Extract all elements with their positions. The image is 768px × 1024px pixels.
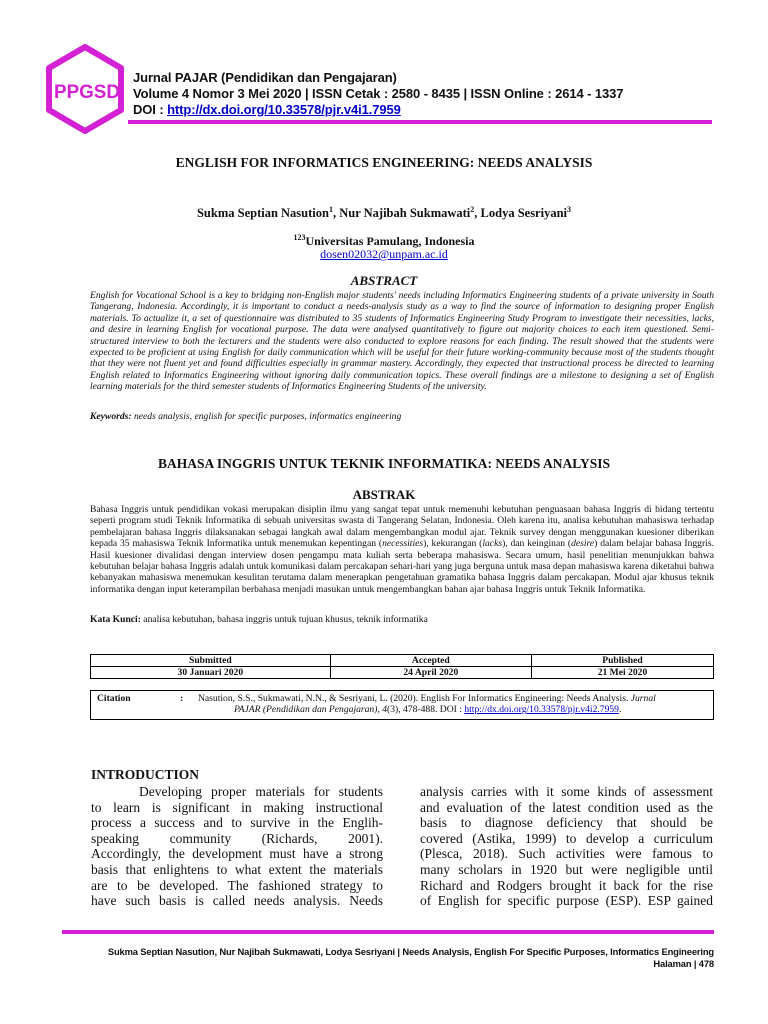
- body-line: have such basis is called needs analysis. Needs: [91, 893, 383, 909]
- author-2: , Nur Najibah Sukmawati: [332, 206, 471, 221]
- citation-label: Citation: [97, 693, 131, 704]
- page-footer: [108, 946, 714, 970]
- submitted-header: Submitted: [91, 655, 331, 667]
- email-link[interactable]: dosen02032@unpam.ac.id: [320, 247, 448, 261]
- body-line: Richard and Rodgers brought it back for the rise: [420, 877, 713, 893]
- citation-text: Nasution, S.S., Sukmawati, N.N., & Sesriyani, L. (2020). English For Informatics Engineering: Needs Analysis. Jurnal PAJAR (Pendidikan dan Pengajaran), 4(3), 478-488. DOI : http://dx.doi.org/10.33578/pjr.v4i2.7959.: [198, 693, 656, 716]
- citation-colon: :: [180, 693, 184, 704]
- accepted-date: 24 April 2020: [330, 667, 531, 679]
- citation-box: [90, 690, 714, 720]
- published-header: Published: [531, 655, 713, 667]
- abstrak-text: Bahasa Inggris untuk pendidikan vokasi merupakan disiplin ilmu yang sangat tepat untuk memenuhi kebutuhan penguasaan bahasa Inggris di bidang tertentu seperti program studi Teknik Informatika di sebuah universitas swasta di Tangerang Selatan, Indonesia. Oleh karena itu, analisa kebutuhan mahasiswa terhadap pembelajaran bahasa Inggris dilaksanakan sebagai langkah awal dalam mengembangkan modul ajar. Teknik survey dengan menggunakan kuesioner diberikan kepada 35 mahasiswa Teknik Informatika untuk menemukan kepentingan (necessities), kekurangan (lacks), dan keinginan (desire) dalam belajar bahasa Inggris. Hasil kuesioner divalidasi dengan interview dosen pengampu mata kuliah serta beberapa mahasiswa. Secara umum, hasil penelitian menunjukkan bahwa kebutuhan belajar bahasa Inggris adalah untuk komunikasi dalam percakapan sehari-hari yang juga berguna untuk masa depan mahasiswa karena diketahui bahwa kebanyakan mahasiswa menemukan kesulitan terutama dalam menerapkan pengetahuan gramatika bahasa Inggris dalam percakapan. Modul ajar khusus teknik informatika dengan input keterampilan berbahasa menjadi masukan untuk mengembangkan bahan ajar bahasa Inggris untuk Teknik Informatika.: [90, 504, 714, 595]
- body-column-left: [91, 784, 383, 909]
- abstract-heading: ABSTRACT: [350, 273, 418, 288]
- published-date: 21 Mei 2020: [531, 667, 713, 679]
- body-line: of English for specific purpose (ESP). ESP gained: [420, 893, 713, 909]
- abstrak-heading: ABSTRAK: [352, 487, 416, 502]
- body-line: (Plesca, 2018). Such activities were famous to: [420, 846, 713, 862]
- author-1: Sukma Septian Nasution: [196, 206, 329, 221]
- page-number: Halaman | 478: [653, 958, 714, 969]
- author-3: , Lodya Sesriyani: [474, 206, 568, 221]
- body-column-right: [420, 784, 713, 909]
- body-line: process a success and to survive in the Englih-: [91, 815, 383, 831]
- body-line: to learn is significant in making instructional: [91, 799, 383, 815]
- kata-kunci-label: Kata Kunci:: [90, 614, 141, 625]
- doi-label: DOI :: [133, 102, 168, 117]
- header-rule: [128, 120, 712, 124]
- affiliation: $^{123}$Universitas Pamulang, Indonesia: [293, 233, 475, 248]
- svg-text:PPGSD: PPGSD: [54, 82, 120, 103]
- body-line: speaking community (Richards, 2001).: [91, 830, 383, 846]
- body-line: basis to diagnose deficiency that should be: [420, 815, 713, 831]
- footer-authors-keywords: Sukma Septian Nasution, Nur Najibah Sukmawati, Lodya Sesriyani | Needs Analysis, English For Specific Purposes, Informatics Engineering: [107, 946, 714, 957]
- volume-issn-line: Volume 4 Nomor 3 Mei 2020 | ISSN Cetak : 2580 - 8435 | ISSN Online : 2614 - 1337: [133, 86, 624, 101]
- dates-header-row: [91, 655, 714, 667]
- kata-kunci: Kata Kunci: analisa kebutuhan, bahasa inggris untuk tujuan khusus, teknik informatika: [90, 614, 428, 625]
- submitted-date: 30 Januari 2020: [91, 667, 331, 679]
- doi-link[interactable]: http://dx.doi.org/10.33578/pjr.v4i1.7959: [167, 102, 401, 117]
- abstract-text: English for Vocational School is a key to bridging non-English major students' needs including Informatics Engineering students of a private university in South Tangerang, Indonesia. Accordingly, it is important to conduct a needs-analysis study as a way to find the source of information to designing proper English materials. To actualize it, a set of questionnaire was distributed to 35 students of Informatics Engineering Study Program to investigate their necessities, lacks, and desire in learning English for vocational purpose. The data were analysed quantitatively to figure out majority choices to each item questioned. Semi-structured interview to both the lecturers and the students were also conducted to explore reasons for each finding. The result showed that the students were expected to be proficient at using English for daily communication which will be useful for their future working-community because most of the students thought that they were not fluent yet and found difficulties especially in grammar mastery. Accordingly, they expected that instructional process be directed to learning English related to Informatics Engineering without ignoring daily communication topics. These overall findings are a milestone to designing a set of English learning materials for the third semester students of Informatics Engineering Students of the university.: [90, 290, 714, 393]
- journal-logo: [40, 44, 130, 134]
- body-line: are to be developed. The fashioned strategy to: [91, 877, 383, 893]
- body-line: many scholars in 1920 but were negligible until: [420, 861, 713, 877]
- body-line: and evaluation of the latest condition used as the: [420, 799, 713, 815]
- body-line: Developing proper materials for students: [139, 784, 383, 799]
- doi-line: [133, 102, 733, 118]
- body-line: covered (Astika, 1999) to develop a curriculum: [420, 830, 713, 846]
- dates-value-row: [91, 667, 714, 679]
- footer-rule: [62, 930, 714, 934]
- publication-dates-table: [90, 654, 714, 679]
- contact-email: [0, 247, 768, 262]
- citation-doi-link[interactable]: http://dx.doi.org/10.33578/pjr.v4i2.7959: [464, 704, 619, 716]
- body-line: basis that enlightens to what extent the materials: [91, 861, 383, 877]
- paper-title-english: ENGLISH FOR INFORMATICS ENGINEERING: NEEDS ANALYSIS: [175, 155, 593, 170]
- accepted-header: Accepted: [330, 655, 531, 667]
- journal-name: Jurnal PAJAR (Pendidikan dan Pengajaran): [133, 70, 397, 85]
- body-line: analysis carries with it some kinds of assessment: [420, 784, 713, 799]
- introduction-heading: INTRODUCTION: [91, 767, 200, 782]
- journal-info: [133, 70, 733, 118]
- body-line: Accordingly, the development must have a strong: [91, 846, 383, 862]
- keywords: Keywords: needs analysis, english for specific purposes, informatics engineering: [90, 411, 402, 422]
- keywords-label: Keywords:: [90, 411, 132, 422]
- paper-title-indonesian: BAHASA INGGRIS UNTUK TEKNIK INFORMATIKA: NEEDS ANALYSIS: [157, 456, 611, 471]
- author-list: Sukma Septian Nasution$^1$, Nur Najibah Sukmawati$^2$, Lodya Sesriyani$^3$: [196, 205, 572, 221]
